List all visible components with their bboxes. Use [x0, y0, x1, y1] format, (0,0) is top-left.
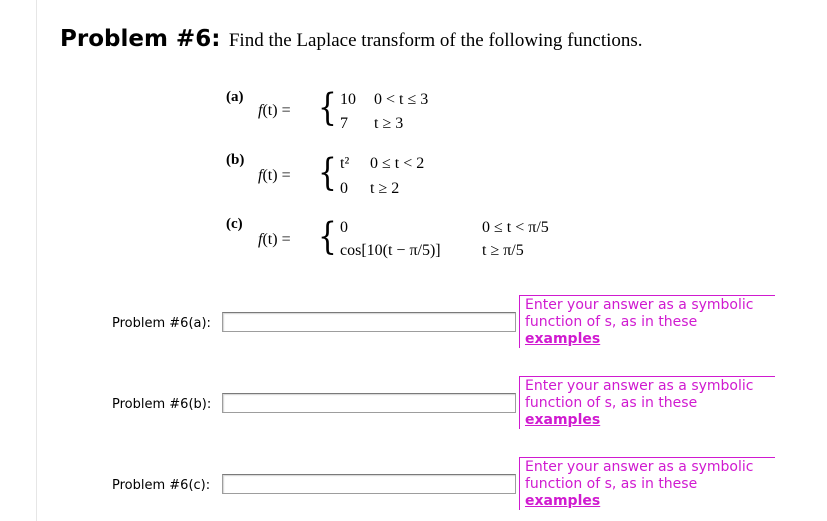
answer-a-hint-text: Enter your answer as a symbolic function of s, as in these: [525, 297, 754, 330]
part-a-case-1-value: 10: [340, 91, 356, 108]
part-b-brace: {: [318, 151, 337, 194]
page-left-border: [36, 0, 37, 521]
answer-b-hint-text: Enter your answer as a symbolic function of s, as in these: [525, 378, 754, 411]
answer-c-hint: [519, 457, 775, 510]
question-b-label: Problem #6(b):: [112, 397, 212, 412]
part-b-case-2-value: 0: [340, 180, 348, 197]
question-a-label: Problem #6(a):: [112, 316, 211, 331]
part-c-brace: {: [318, 215, 337, 258]
part-c-lhs: f(t) =: [258, 231, 291, 248]
problem-header: [60, 26, 643, 52]
answer-c-examples-link[interactable]: examples: [525, 493, 601, 509]
part-c-case-2-value: cos[10(t − π/5)]: [340, 242, 441, 259]
part-b-case-1-condition: 0 ≤ t < 2: [370, 155, 425, 172]
answer-a-hint: [519, 295, 775, 348]
part-a-lhs: f(t) =: [258, 102, 291, 119]
answer-a-input[interactable]: [222, 312, 516, 332]
question-c-label: Problem #6(c):: [112, 478, 211, 493]
part-a-case-2-condition: t ≥ 3: [374, 115, 404, 132]
answer-b-examples-link[interactable]: examples: [525, 412, 601, 428]
part-a-case-1-condition: 0 < t ≤ 3: [374, 91, 429, 108]
part-b-label: (b): [226, 152, 245, 168]
problem-description: Find the Laplace transform of the following functions.: [228, 30, 643, 51]
part-b-case-1-value: t²: [340, 155, 350, 172]
part-c-case-2-condition: t ≥ π/5: [482, 242, 524, 259]
part-b-case-2-condition: t ≥ 2: [370, 180, 400, 197]
answer-b-input[interactable]: [222, 393, 516, 413]
part-a-brace: {: [318, 86, 337, 129]
part-c-label: (c): [226, 216, 243, 232]
part-c-case-1-condition: 0 ≤ t < π/5: [482, 219, 549, 236]
part-a-case-2-value: 7: [340, 115, 348, 132]
part-b-lhs: f(t) =: [258, 167, 291, 184]
part-c-case-1-value: 0: [340, 219, 348, 236]
answer-c-input[interactable]: [222, 474, 516, 494]
answer-c-hint-text: Enter your answer as a symbolic function of s, as in these: [525, 459, 754, 492]
problem-number: Problem #6:: [60, 26, 221, 52]
answer-a-examples-link[interactable]: examples: [525, 331, 601, 347]
part-a-label: (a): [226, 89, 244, 105]
answer-b-hint: [519, 376, 775, 429]
